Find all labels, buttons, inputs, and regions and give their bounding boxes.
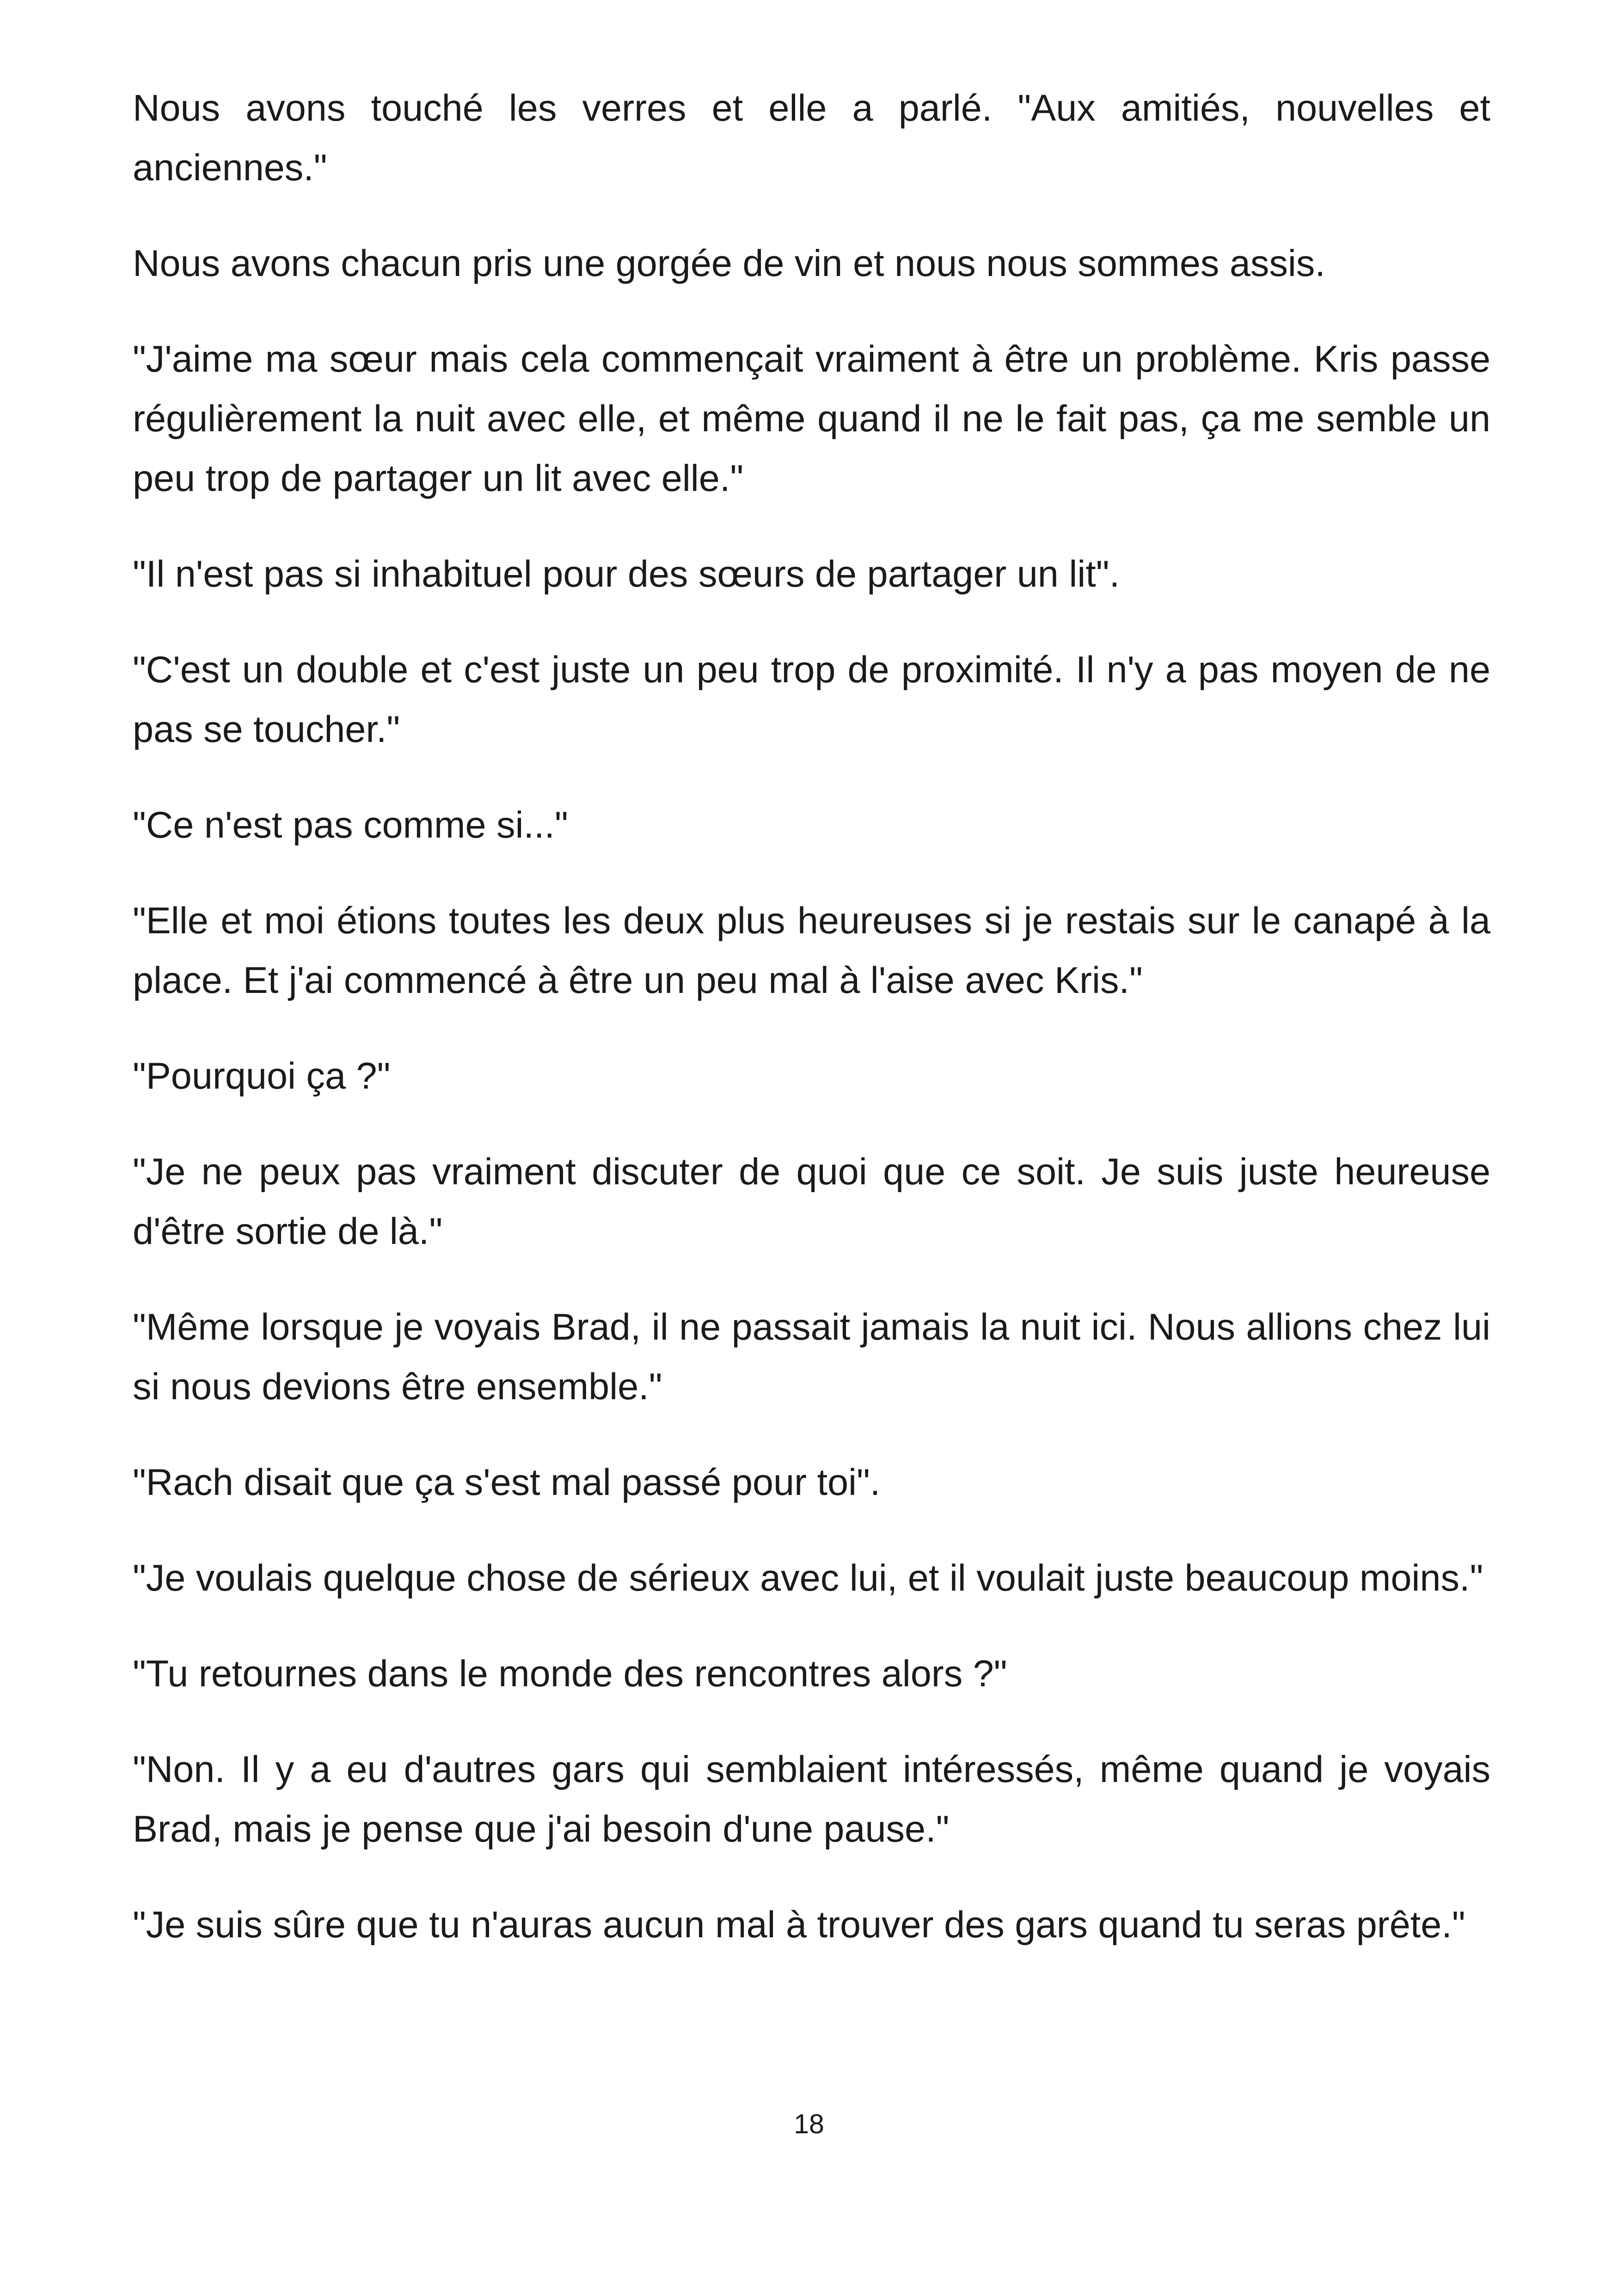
paragraph-10: "Même lorsque je voyais Brad, il ne passait jamais la nuit ici. Nous allions chez lui si nous devions être ensemble." (133, 1306, 1490, 1408)
paragraph-2: Nous avons chacun pris une gorgée de vin et nous nous sommes assis. (133, 243, 1325, 284)
paragraph-6: "Ce n'est pas comme si..." (133, 804, 568, 846)
body-text (133, 79, 1490, 1991)
paragraph-12: "Je voulais quelque chose de sérieux avec lui, et il voulait juste beaucoup moins." (133, 1557, 1483, 1599)
paragraph-14: "Non. Il y a eu d'autres gars qui semblaient intéressés, même quand je voyais Brad, mais je pense que j'ai besoin d'une pause." (133, 1749, 1490, 1850)
paragraph-11: "Rach disait que ça s'est mal passé pour toi". (133, 1462, 881, 1503)
paragraph-1: Nous avons touché les verres et elle a parlé. "Aux amitiés, nouvelles et anciennes." (133, 87, 1490, 189)
paragraph-9: "Je ne peux pas vraiment discuter de quoi que ce soit. Je suis juste heureuse d'être sortie de là." (133, 1151, 1490, 1252)
paragraph-8: "Pourquoi ça ?" (133, 1055, 391, 1097)
paragraph-3: "J'aime ma sœur mais cela commençait vraiment à être un problème. Kris passe régulièrement la nuit avec elle, et même quand il ne le fait pas, ça me semble un peu trop de partager un lit avec elle." (133, 338, 1490, 499)
paragraph-5: "C'est un double et c'est juste un peu trop de proximité. Il n'y a pas moyen de ne pas se toucher." (133, 649, 1490, 750)
page-number: 18 (794, 2109, 824, 2139)
paragraph-15: "Je suis sûre que tu n'auras aucun mal à trouver des gars quand tu seras prête." (133, 1904, 1465, 1946)
paragraph-4: "Il n'est pas si inhabituel pour des sœurs de partager un lit". (133, 553, 1120, 595)
paragraph-7: "Elle et moi étions toutes les deux plus heureuses si je restais sur le canapé à la place. Et j'ai commencé à être un peu mal à l'aise avec Kris." (133, 900, 1490, 1001)
paragraph-13: "Tu retournes dans le monde des rencontres alors ?" (133, 1653, 1007, 1695)
